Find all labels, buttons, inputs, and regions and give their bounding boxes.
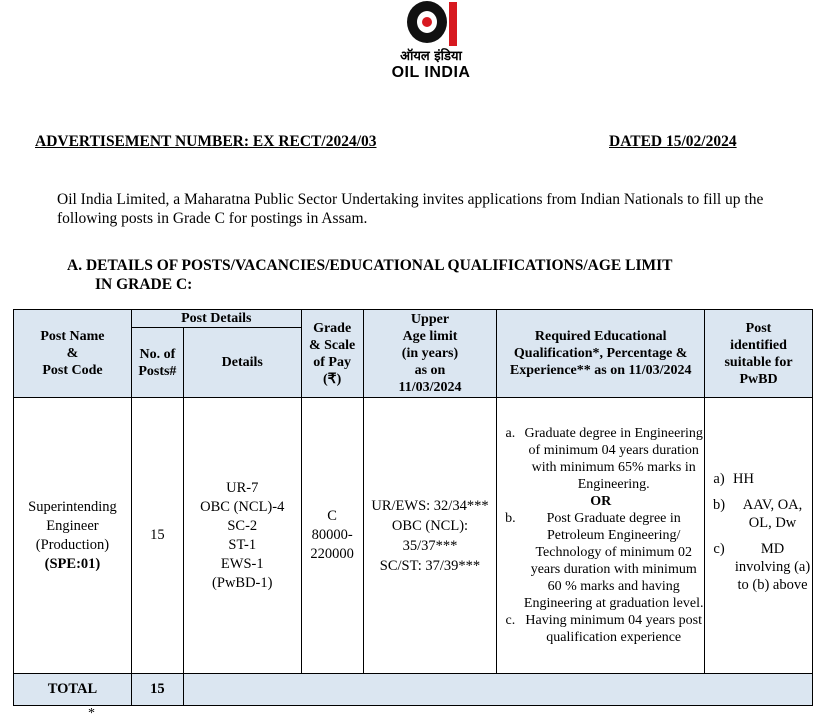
header-pwbd: Post identified suitable for PwBD <box>705 310 813 398</box>
section-heading-line2: IN GRADE C: <box>95 276 193 293</box>
pwbd-item-c: c) MD involving (a) to (b) above <box>713 540 811 593</box>
posts-table <box>13 309 813 706</box>
advertisement-date: DATED 15/02/2024 <box>609 133 737 150</box>
footnote-marker: * <box>88 706 95 721</box>
oil-india-logo-icon <box>403 0 459 50</box>
pwbd-cell <box>705 398 813 674</box>
post-name-cell: Superintending Engineer (Production) (SPE:01) <box>14 398 132 674</box>
total-empty-cell <box>183 674 812 706</box>
header-no-of-posts: No. of Posts# <box>131 328 183 398</box>
total-row <box>14 674 813 706</box>
qualification-item-a: a. Graduate degree in Engineering of minimum 04 years duration with minimum 65% marks in Engineering. <box>505 426 703 492</box>
grade-cell: C 80000- 220000 <box>301 398 363 674</box>
header-details: Details <box>183 328 301 398</box>
qualification-item-b: b. Post Graduate degree in Petroleum Engineering/ Technology of minimum 02 years duration with minimum 60 % marks and having Engineering at graduation level. <box>505 511 704 611</box>
intro-paragraph: Oil India Limited, a Maharatna Public Sector Undertaking invites applications from Indian Nationals to fill up the following posts in Grade C for postings in Assam. <box>57 191 764 227</box>
table-header-row <box>14 310 813 328</box>
qualification-cell <box>497 398 705 674</box>
total-value: 15 <box>131 674 183 706</box>
logo <box>0 0 822 90</box>
logo-english-text: OIL INDIA <box>391 64 471 81</box>
header-post-name: Post Name & Post Code <box>14 310 132 398</box>
post-code: (SPE:01) <box>44 555 101 572</box>
logo-hindi-text: ऑयल इंडिया <box>400 49 462 64</box>
qualification-item-c: c. Having minimum 04 years post qualification experience <box>505 613 702 645</box>
header-age-limit: Upper Age limit (in years) as on 11/03/2024 <box>363 310 497 398</box>
header-grade: Grade & Scale of Pay (₹) <box>301 310 363 398</box>
header-qualification: Required Educational Qualification*, Percentage & Experience** as on 11/03/2024 <box>497 310 705 398</box>
section-heading-line1: A. DETAILS OF POSTS/VACANCIES/EDUCATIONAL QUALIFICATIONS/AGE LIMIT <box>67 257 673 274</box>
no-of-posts-cell: 15 <box>131 398 183 674</box>
pwbd-item-a: a) HH <box>713 470 754 487</box>
section-heading <box>67 256 757 294</box>
advertisement-number: ADVERTISEMENT NUMBER: EX RECT/2024/03 <box>35 133 377 150</box>
pwbd-item-b: b) AAV, OA, OL, Dw <box>712 496 803 531</box>
header-post-details: Post Details <box>131 310 301 328</box>
qualification-or: OR <box>590 494 612 509</box>
details-cell: UR-7 OBC (NCL)-4 SC-2 ST-1 EWS-1 (PwBD-1) <box>183 398 301 674</box>
age-cell: UR/EWS: 32/34*** OBC (NCL): 35/37*** SC/ST: 37/39*** <box>363 398 497 674</box>
table-row <box>14 398 813 674</box>
total-label: TOTAL <box>14 674 132 706</box>
